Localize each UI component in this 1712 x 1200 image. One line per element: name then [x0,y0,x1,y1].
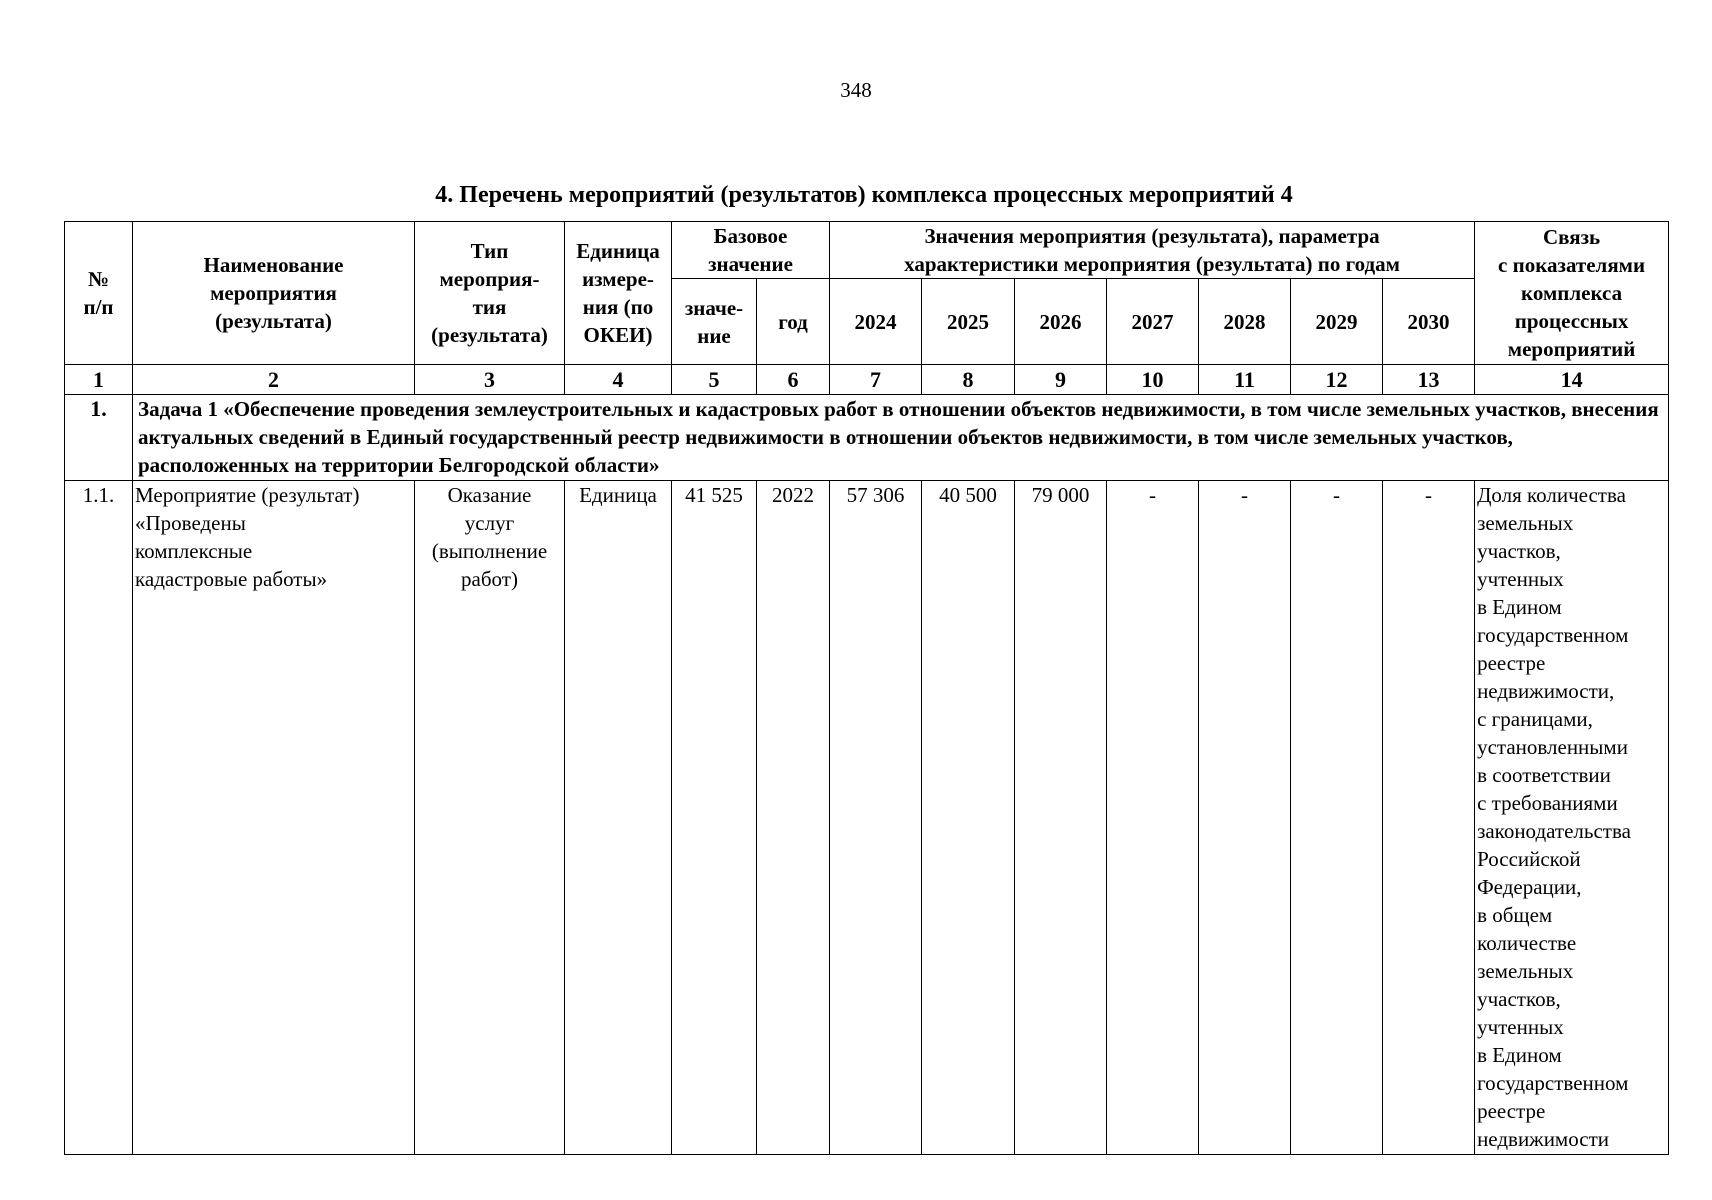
document-title: 4. Перечень мероприятий (результатов) комплекса процессных мероприятий 4 [435,182,1293,208]
task-description: Задача 1 «Обеспечение проведения землеустроительных и кадастровых работ в отношении объектов недвижимости, в том числе земельных участков, внесения актуальных сведений в Единый государственный реестр недвижимости в отношении объектов недвижимости, в том числе земельных участков, расположенных на территории Белгородской области» [133,395,1669,481]
column-number: 1 [65,365,133,395]
column-number: 12 [1291,365,1383,395]
value-2028: - [1199,481,1291,1155]
table-row [65,481,1669,1155]
value-2025: 40 500 [922,481,1015,1155]
header-year-2030: 2030 [1383,279,1475,365]
task-number: 1. [65,395,133,481]
column-number: 13 [1383,365,1475,395]
column-number: 2 [133,365,415,395]
base-value: 41 525 [672,481,757,1155]
header-year-2029: 2029 [1291,279,1383,365]
header-base-year: год [757,279,830,365]
column-number: 5 [672,365,757,395]
header-year-2027: 2027 [1107,279,1199,365]
header-link: Связь с показателями комплекса процессных мероприятий [1475,222,1669,365]
value-2026: 79 000 [1015,481,1107,1155]
value-2030: - [1383,481,1475,1155]
header-name: Наименование мероприятия (результата) [133,222,415,365]
column-number: 11 [1199,365,1291,395]
header-type: Тип мероприя- тия (результата) [415,222,565,365]
events-table [64,221,1669,1155]
column-numbers-row [65,365,1669,395]
column-number: 14 [1475,365,1669,395]
header-year-2025: 2025 [922,279,1015,365]
column-number: 6 [757,365,830,395]
column-number: 9 [1015,365,1107,395]
page-number: 348 [840,78,872,102]
task-row [65,395,1669,481]
event-unit: Единица [565,481,672,1155]
header-year-2024: 2024 [830,279,922,365]
indicator-link: Доля количества земельных участков, учтенных в Едином государственном реестре недвижимости, с границами, установленными в соответствии с требованиями законодательства Российской Федерации, в общем количестве земельных участков, учтенных в Едином государственном реестре недвижимости [1475,481,1669,1155]
column-number: 7 [830,365,922,395]
event-type: Оказание услуг (выполнение работ) [415,481,565,1155]
header-num: № п/п [65,222,133,365]
base-year: 2022 [757,481,830,1155]
event-name: Мероприятие (результат) «Проведены комплексные кадастровые работы» [133,481,415,1155]
value-2024: 57 306 [830,481,922,1155]
value-2027: - [1107,481,1199,1155]
header-row [65,222,1669,279]
column-number: 8 [922,365,1015,395]
column-number: 4 [565,365,672,395]
column-number: 10 [1107,365,1199,395]
column-number: 3 [415,365,565,395]
value-2029: - [1291,481,1383,1155]
header-base: Базовое значение [672,222,830,279]
header-year-2026: 2026 [1015,279,1107,365]
header-year-2028: 2028 [1199,279,1291,365]
header-unit: Единица измере- ния (по ОКЕИ) [565,222,672,365]
header-base-value: значе- ние [672,279,757,365]
row-number: 1.1. [65,481,133,1155]
header-values-group: Значения мероприятия (результата), параметра характеристики мероприятия (результата) по годам [830,222,1475,279]
